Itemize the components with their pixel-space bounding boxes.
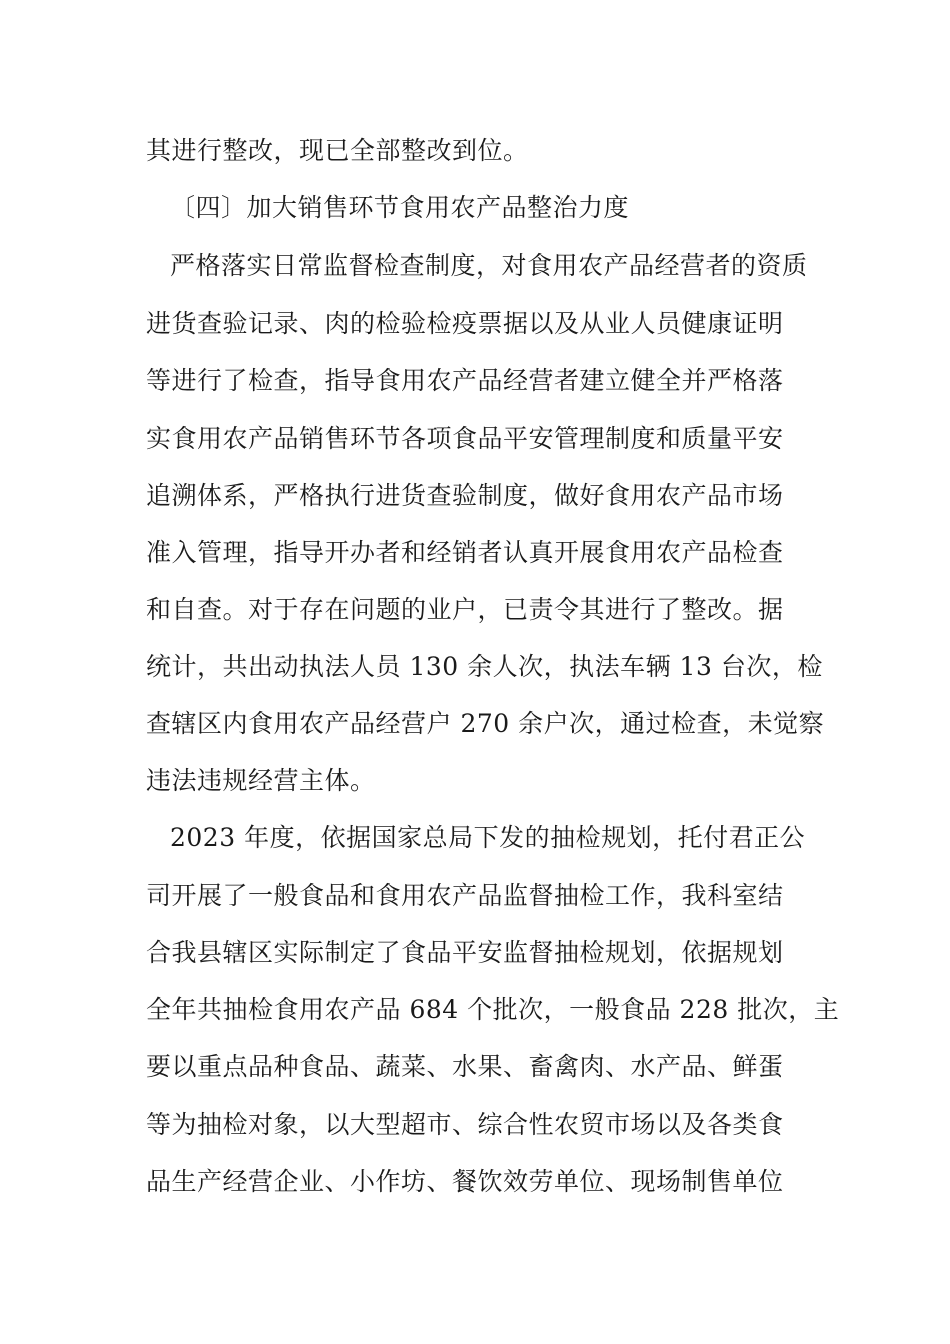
text-line: 品生产经营企业、小作坊、餐饮效劳单位、现场制售单位 (146, 1167, 784, 1196)
section-heading: 〔四〕加大销售环节食用农产品整治力度 (170, 193, 630, 222)
text-line: 要以重点品种食品、蔬菜、水果、畜禽肉、水产品、鲜蛋 (146, 1052, 784, 1081)
text-line: 等进行了检查，指导食用农产品经营者建立健全并严格落 (146, 366, 784, 395)
text-line: 合我县辖区实际制定了食品平安监督抽检规划，依据规划 (146, 938, 784, 967)
text-line: 实食用农产品销售环节各项食品平安管理制度和质量平安 (146, 424, 784, 453)
text-line: 违法违规经营主体。 (146, 766, 376, 795)
text-line: 进货查验记录、肉的检验检疫票据以及从业人员健康证明 (146, 309, 784, 338)
text-line: 统计，共出动执法人员 130 余人次，执法车辆 13 台次，检 (146, 652, 823, 681)
text-line: 司开展了一般食品和食用农产品监督抽检工作，我科室结 (146, 881, 784, 910)
text-line: 追溯体系，严格执行进货查验制度，做好食用农产品市场 (146, 481, 784, 510)
text-line: 全年共抽检食用农产品 684 个批次，一般食品 228 批次，主 (146, 995, 840, 1024)
text-line: 和自查。对于存在问题的业户，已责令其进行了整改。据 (146, 595, 784, 624)
text-line: 严格落实日常监督检查制度，对食用农产品经营者的资质 (170, 251, 808, 280)
text-line: 查辖区内食用农产品经营户 270 余户次，通过检查，未觉察 (146, 709, 825, 738)
text-line: 2023 年度，依据国家总局下发的抽检规划，托付君正公 (170, 823, 806, 852)
text-line: 其进行整改，现已全部整改到位。 (146, 136, 529, 165)
text-line: 等为抽检对象，以大型超市、综合性农贸市场以及各类食 (146, 1110, 784, 1139)
text-line: 准入管理，指导开办者和经销者认真开展食用农产品检查 (146, 538, 784, 567)
